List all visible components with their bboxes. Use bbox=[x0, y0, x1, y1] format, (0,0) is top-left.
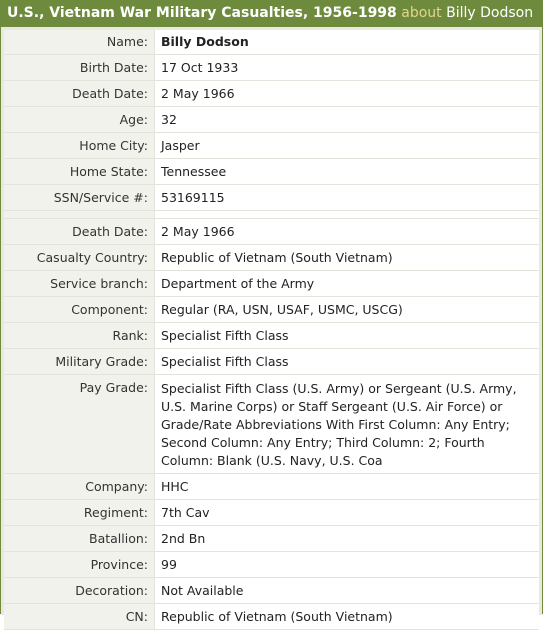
record-value: 2 May 1966 bbox=[155, 219, 540, 245]
about-label: about bbox=[401, 5, 442, 21]
record-row-component bbox=[4, 297, 539, 323]
record-row-death-date-2 bbox=[4, 219, 539, 245]
record-label: Company: bbox=[4, 474, 155, 500]
record-label: Military Grade: bbox=[4, 349, 155, 375]
record-value: Republic of Vietnam (South Vietnam) bbox=[155, 604, 540, 630]
record-label: Birth Date: bbox=[4, 55, 155, 81]
record-row-ssn bbox=[4, 185, 539, 211]
record-value: Jasper bbox=[155, 133, 540, 159]
record-label: Component: bbox=[4, 297, 155, 323]
record-row-batallion bbox=[4, 526, 539, 552]
record-value: Specialist Fifth Class bbox=[155, 349, 540, 375]
record-value: 99 bbox=[155, 552, 540, 578]
collection-title[interactable]: U.S., Vietnam War Military Casualties, 1956-1998 bbox=[7, 5, 397, 21]
record-label: Service branch: bbox=[4, 271, 155, 297]
record-value: Regular (RA, USN, USAF, USMC, USCG) bbox=[155, 297, 540, 323]
record-value: Department of the Army bbox=[155, 271, 540, 297]
record-label: Regiment: bbox=[4, 500, 155, 526]
record-row-age bbox=[4, 107, 539, 133]
record-body bbox=[1, 27, 542, 624]
record-label: Death Date: bbox=[4, 81, 155, 107]
record-value: Specialist Fifth Class bbox=[155, 323, 540, 349]
record-row-cn bbox=[4, 604, 539, 630]
person-name: Billy Dodson bbox=[446, 5, 534, 21]
record-label: Pay Grade: bbox=[4, 375, 155, 474]
record-label: SSN/Service #: bbox=[4, 185, 155, 211]
record-row-rank bbox=[4, 323, 539, 349]
record-value: 17 Oct 1933 bbox=[155, 55, 540, 81]
gap-label-cell bbox=[4, 211, 155, 219]
record-value: Republic of Vietnam (South Vietnam) bbox=[155, 245, 540, 271]
record-table bbox=[4, 30, 539, 630]
record-row-birth-date bbox=[4, 55, 539, 81]
record-label: Home State: bbox=[4, 159, 155, 185]
record-row-name bbox=[4, 30, 539, 55]
record-value: HHC bbox=[155, 474, 540, 500]
record-row-decoration bbox=[4, 578, 539, 604]
gap-value-cell bbox=[155, 211, 540, 219]
record-row-home-state bbox=[4, 159, 539, 185]
record-value: 32 bbox=[155, 107, 540, 133]
section-gap bbox=[4, 211, 539, 219]
record-value: Billy Dodson bbox=[155, 30, 540, 55]
record-label: Rank: bbox=[4, 323, 155, 349]
record-value: 2 May 1966 bbox=[155, 81, 540, 107]
record-row-military-grade bbox=[4, 349, 539, 375]
record-label: Casualty Country: bbox=[4, 245, 155, 271]
record-value: 7th Cav bbox=[155, 500, 540, 526]
record-row-company bbox=[4, 474, 539, 500]
record-label: Name: bbox=[4, 30, 155, 55]
record-label: Province: bbox=[4, 552, 155, 578]
record-value: Not Available bbox=[155, 578, 540, 604]
record-label: Batallion: bbox=[4, 526, 155, 552]
record-label: Death Date: bbox=[4, 219, 155, 245]
record-row-death-date bbox=[4, 81, 539, 107]
record-row-casualty-country bbox=[4, 245, 539, 271]
record-label: Home City: bbox=[4, 133, 155, 159]
record-label: CN: bbox=[4, 604, 155, 630]
record-row-service-branch bbox=[4, 271, 539, 297]
record-value: 53169115 bbox=[155, 185, 540, 211]
record-header bbox=[1, 1, 542, 27]
record-value: Tennessee bbox=[155, 159, 540, 185]
record-row-pay-grade bbox=[4, 375, 539, 474]
record-value: 2nd Bn bbox=[155, 526, 540, 552]
record-row-province bbox=[4, 552, 539, 578]
record-label: Decoration: bbox=[4, 578, 155, 604]
record-label: Age: bbox=[4, 107, 155, 133]
record-value: Specialist Fifth Class (U.S. Army) or Sergeant (U.S. Army, U.S. Marine Corps) or Staff Sergeant (U.S. Air Force) or Grade/Rate Abbreviations With First Column: Any Entry; Second Column: Any Entry; Third Column: 2; Fourth Column: Blank (U.S. Navy, U.S. Coa bbox=[155, 375, 540, 474]
record-row-regiment bbox=[4, 500, 539, 526]
record-row-home-city bbox=[4, 133, 539, 159]
